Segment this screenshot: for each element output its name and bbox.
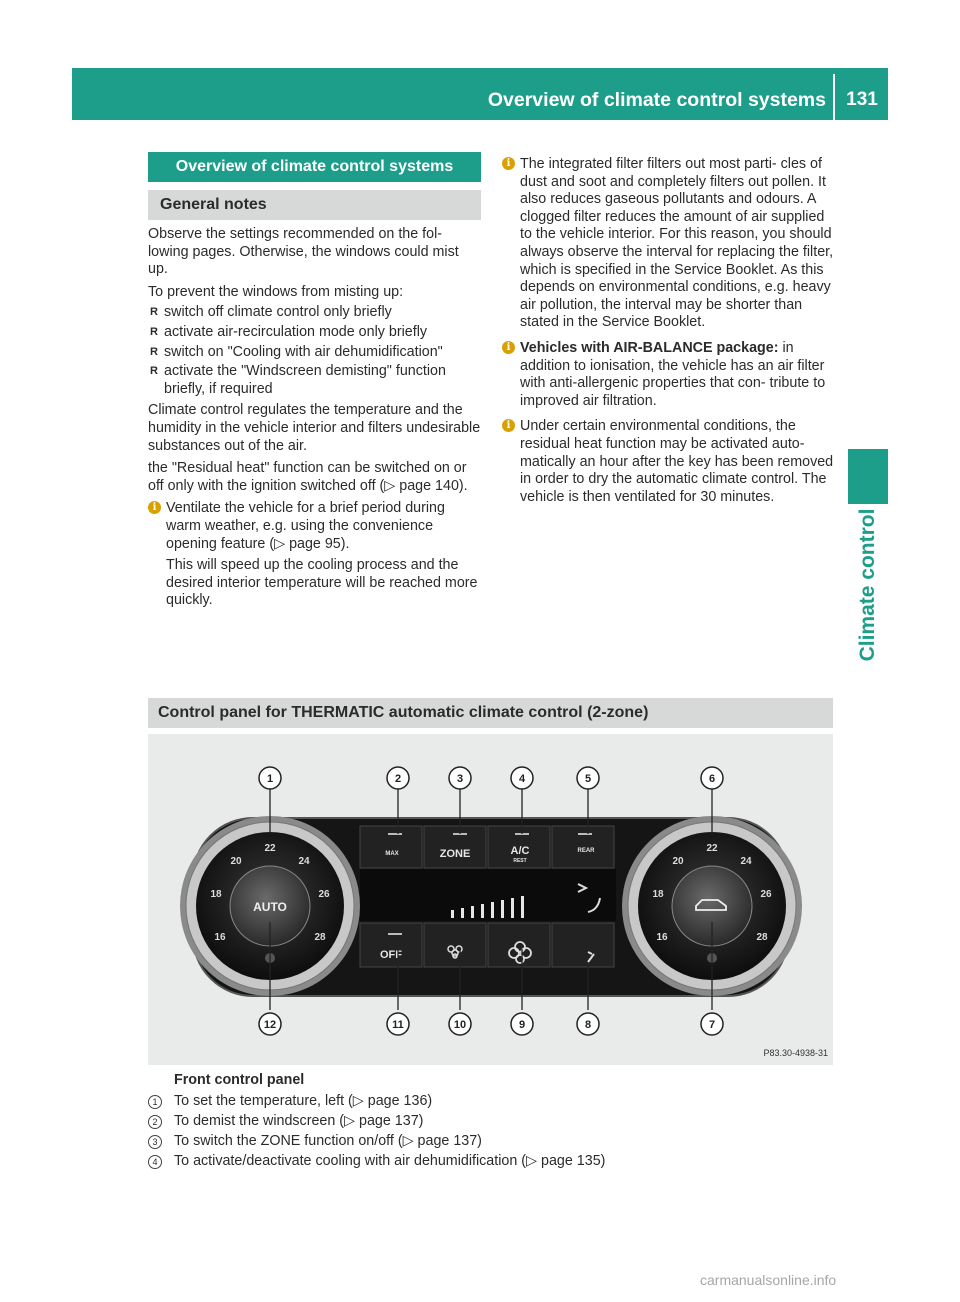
control-panel-figure [148,734,833,1065]
list-item [148,304,481,322]
left-body [148,226,481,610]
note-text [520,340,836,410]
svg-text:28: 28 [314,932,326,943]
callout-number: 12 [263,1019,277,1031]
list-item [148,324,481,342]
info-icon: i [502,157,515,170]
caption-item-text: To switch the ZONE function on/off (▷ page 137) [174,1132,482,1149]
paragraph: To prevent the windows from misting up: [148,283,404,300]
note-body: in addition to ionisation, the vehicle has an air filter with anti-allergenic properties that con- tribute to improved air filtration. [520,339,826,409]
list-item-text: switch on "Cooling with air dehumidification" [164,343,443,360]
svg-text:24: 24 [740,856,752,867]
note-bold: Vehicles with AIR-BALANCE package: [520,339,779,356]
control-panel-illustration [148,734,833,1065]
callout-number: 8 [584,1019,592,1031]
info-icon: i [148,501,161,514]
info-icon: i [502,341,515,354]
callout-number: 7 [708,1019,716,1031]
callout-number: 4 [518,773,526,785]
callout-number: 6 [708,773,716,785]
list-item [148,363,481,398]
page-number: 131 [846,89,878,110]
zone-label: ZONE [439,848,471,860]
info-note [502,418,836,506]
callout-number: 5 [584,773,592,785]
note-text: Ventilate the vehicle for a brief period during warm weather, e.g. using the convenience opening feature (▷ page 95). [166,500,445,552]
rear-label: REAR [577,848,595,854]
callout-number: 2 [394,773,402,785]
figure-caption [148,1072,848,1173]
note-text: This will speed up the cooling process and the desired interior temperature will be reached more quickly. [166,557,478,609]
svg-text:26: 26 [318,889,330,900]
svg-text:16: 16 [656,932,668,943]
info-note [502,156,836,332]
info-icon: i [502,419,515,432]
header-divider [833,74,835,120]
caption-item [148,1153,848,1173]
caption-item-text: To set the temperature, left (▷ page 136) [174,1092,433,1109]
list-item-text: switch off climate control only briefly [164,304,392,321]
note-text: Under certain environmental conditions, the residual heat function may be activated auto- matically an hour after the key has been removed in order to dry the automatic climate control. The vehicle is then ventilated for 30 minutes. [520,418,834,505]
bullet-icon: R [150,345,158,358]
left-column [148,152,481,618]
max-label: MAX [385,851,399,857]
right-column [502,156,836,514]
info-note [148,500,481,610]
figure-code: P83.30-4938-31 [763,1048,828,1058]
watermark: carmanualsonline.info [700,1272,837,1288]
svg-text:26: 26 [760,889,772,900]
svg-text:18: 18 [652,889,664,900]
svg-text:20: 20 [672,856,684,867]
callout-number: 3 [148,1135,162,1149]
list-item [148,344,481,362]
bullet-icon: R [150,365,158,378]
paragraph: Climate control regulates the temperature and the humidity in the vehicle interior and filters undesirable substances out of the air. [148,402,481,454]
off-label: OFF [380,949,402,961]
callout-number: 10 [453,1019,467,1031]
caption-item-text: To demist the windscreen (▷ page 137) [174,1112,424,1129]
callout-number: 2 [148,1115,162,1129]
callout-number: 3 [456,773,464,785]
svg-text:22: 22 [264,843,276,854]
ac-label: A/C [510,845,530,857]
paragraph: Observe the settings recommended on the fol- lowing pages. Otherwise, the windows could mist up. [148,226,459,278]
caption-item [148,1093,848,1113]
callout-number: 1 [148,1095,162,1109]
svg-text:24: 24 [298,856,310,867]
callout-number: 11 [392,1019,404,1031]
auto-label: AUTO [253,900,287,914]
paragraph: the "Residual heat" function can be switched on or off only with the ignition switched off (▷ page 140). [148,460,468,494]
info-note [502,340,836,410]
callout-number: 1 [266,773,274,785]
svg-text:28: 28 [756,932,768,943]
list-item-text: activate the "Windscreen demisting" function briefly, if required [164,363,446,397]
note-text: The integrated filter filters out most parti- cles of dust and soot and completely filters out pollen. It also reduces gaseous pollutants and odours. A clogged filter reduces the amount of air supplied to the vehicle interior. For this reason, you should always observe the interval for replacing the filter, which is specified in the Service Booklet. As this depends on environmental conditions, e.g. heavy air pollution, the interval may be shorter than stated in the Service Booklet. [520,156,834,331]
side-tab-label: Climate control [856,508,879,662]
center-display [360,869,616,921]
sub-heading: General notes [148,190,481,220]
svg-text:18: 18 [210,889,222,900]
panel-section-heading: Control panel for THERMATIC automatic climate control (2-zone) [148,698,833,728]
svg-text:20: 20 [230,856,242,867]
callout-number: 4 [148,1155,162,1169]
list-item-text: activate air-recirculation mode only briefly [164,323,428,340]
caption-item [148,1133,848,1153]
side-tab-marker [848,449,888,504]
bullet-icon: R [150,325,158,338]
header-title: Overview of climate control systems [487,89,826,111]
caption-title: Front control panel [174,1072,305,1088]
svg-text:22: 22 [706,843,718,854]
rest-label: REST [513,858,527,864]
caption-item-text: To activate/deactivate cooling with air dehumidification (▷ page 135) [174,1152,606,1169]
side-tab [848,510,888,660]
svg-text:16: 16 [214,932,226,943]
callout-number: 9 [518,1019,526,1031]
bullet-icon: R [150,306,158,319]
section-heading: Overview of climate control systems [148,152,481,182]
caption-item [148,1113,848,1133]
